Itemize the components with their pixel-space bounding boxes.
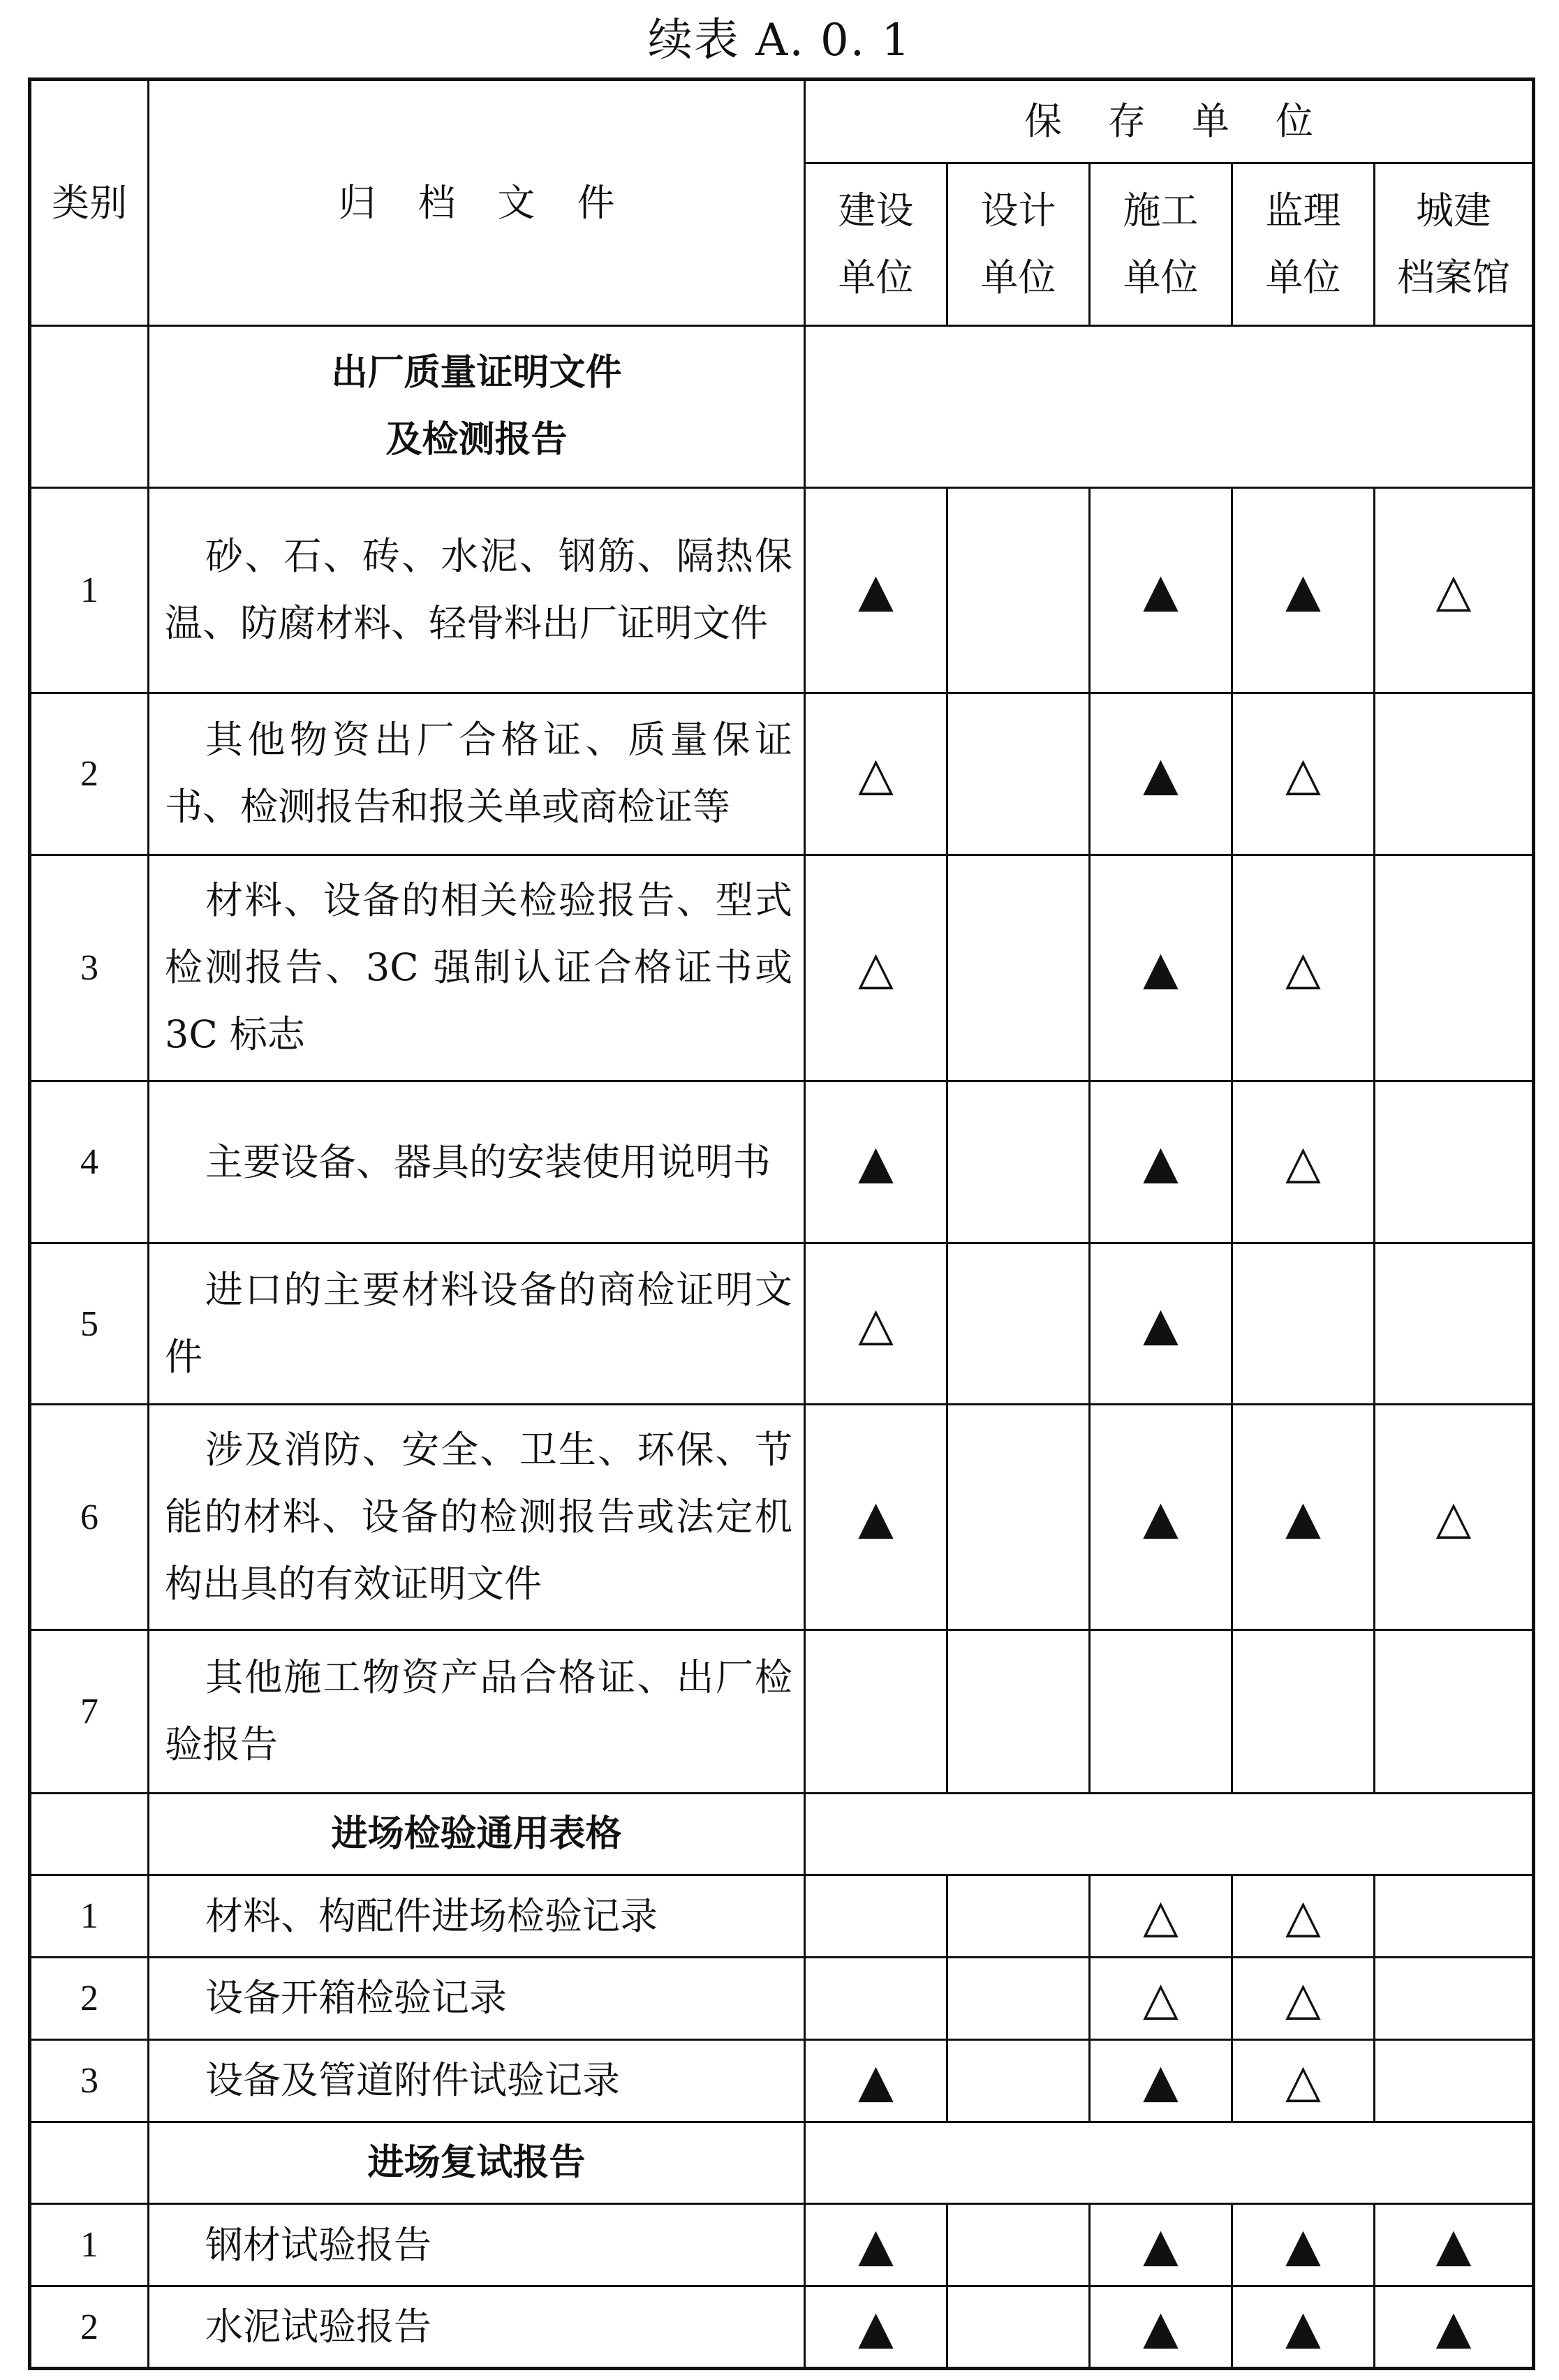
- filled-triangle-icon: ▲: [1375, 2286, 1534, 2369]
- header-unit-line: 设计: [980, 189, 1056, 233]
- row-number: 7: [30, 1630, 149, 1793]
- filled-triangle-icon: ▲: [1090, 1243, 1232, 1404]
- table-row: [30, 1958, 1534, 2040]
- empty-mark-cell: [1375, 693, 1534, 855]
- empty-mark-cell: [1375, 1875, 1534, 1958]
- hollow-triangle-icon: △: [805, 693, 947, 855]
- hollow-triangle-icon: △: [1232, 2039, 1375, 2122]
- filled-triangle-icon: ▲: [1232, 2204, 1375, 2286]
- row-number: 5: [30, 1243, 149, 1404]
- empty-mark-cell: [1375, 1081, 1534, 1243]
- filled-triangle-icon: ▲: [1090, 693, 1232, 855]
- empty-mark-cell: [1232, 1243, 1375, 1404]
- table-row: [30, 1875, 1534, 1958]
- section-title-line: 进场复试报告: [367, 2141, 586, 2184]
- header-unit: [1375, 163, 1534, 325]
- hollow-triangle-icon: △: [1375, 1405, 1534, 1630]
- section-title: [149, 1793, 805, 1875]
- filled-triangle-icon: ▲: [1375, 2204, 1534, 2286]
- section-title-line: 进场检验通用表格: [331, 1812, 622, 1855]
- filled-triangle-icon: ▲: [805, 487, 947, 693]
- row-number: 1: [30, 2204, 149, 2286]
- hollow-triangle-icon: △: [805, 1243, 947, 1404]
- filled-triangle-icon: ▲: [1090, 855, 1232, 1081]
- filled-triangle-icon: ▲: [1090, 2286, 1232, 2369]
- hollow-triangle-icon: △: [1232, 1958, 1375, 2040]
- empty-mark-cell: [947, 855, 1090, 1081]
- empty-mark-cell: [1375, 1243, 1534, 1404]
- document-name: 砂、石、砖、水泥、钢筋、隔热保温、防腐材料、轻骨料出厂证明文件: [149, 487, 805, 693]
- section-units-cell: [805, 326, 1534, 487]
- table-row: [30, 487, 1534, 693]
- empty-mark-cell: [805, 1875, 947, 1958]
- document-name: 设备开箱检验记录: [149, 1958, 805, 2040]
- section-title: [149, 2122, 805, 2204]
- empty-mark-cell: [947, 693, 1090, 855]
- filled-triangle-icon: ▲: [1090, 2204, 1232, 2286]
- document-name: 其他物资出厂合格证、质量保证书、检测报告和报关单或商检证等: [149, 693, 805, 855]
- page-title: 续表 A. 0. 1: [647, 15, 912, 66]
- header-unit-line: 监理: [1265, 189, 1341, 233]
- filled-triangle-icon: ▲: [1090, 1405, 1232, 1630]
- filled-triangle-icon: ▲: [1232, 1405, 1375, 1630]
- header-unit: [1232, 163, 1375, 325]
- row-number: 1: [30, 1875, 149, 1958]
- header-storage-units: 保存单位: [805, 80, 1534, 163]
- document-name: 其他施工物资产品合格证、出厂检验报告: [149, 1630, 805, 1793]
- empty-mark-cell: [947, 1243, 1090, 1404]
- empty-mark-cell: [805, 1958, 947, 2040]
- row-number: 6: [30, 1405, 149, 1630]
- header-documents: 归档文件: [149, 80, 805, 326]
- filled-triangle-icon: ▲: [805, 1081, 947, 1243]
- empty-mark-cell: [947, 487, 1090, 693]
- row-number: 3: [30, 2039, 149, 2122]
- row-number: 1: [30, 487, 149, 693]
- header-unit-line: 单位: [980, 256, 1056, 300]
- section-units-cell: [805, 1793, 1534, 1875]
- empty-mark-cell: [1375, 1630, 1534, 1793]
- filled-triangle-icon: ▲: [1090, 1081, 1232, 1243]
- filled-triangle-icon: ▲: [805, 2039, 947, 2122]
- header-unit: [1090, 163, 1232, 325]
- table-row: [30, 1630, 1534, 1793]
- table-row: [30, 2039, 1534, 2122]
- header-unit-line: 城建: [1416, 189, 1491, 233]
- section-title: [149, 326, 805, 487]
- document-name: 钢材试验报告: [149, 2204, 805, 2286]
- table-row: [30, 1243, 1534, 1404]
- empty-mark-cell: [1375, 855, 1534, 1081]
- hollow-triangle-icon: △: [805, 855, 947, 1081]
- table-row: [30, 855, 1534, 1081]
- hollow-triangle-icon: △: [1232, 1081, 1375, 1243]
- section-row: [30, 2122, 1534, 2204]
- filled-triangle-icon: ▲: [805, 1405, 947, 1630]
- empty-mark-cell: [947, 1875, 1090, 1958]
- empty-mark-cell: [947, 2286, 1090, 2369]
- filled-triangle-icon: ▲: [1232, 487, 1375, 693]
- section-category-cell: [30, 2122, 149, 2204]
- header-unit-line: 单位: [1265, 256, 1341, 300]
- filled-triangle-icon: ▲: [805, 2204, 947, 2286]
- header-unit-line: 档案馆: [1397, 256, 1510, 300]
- row-number: 2: [30, 1958, 149, 2040]
- header-unit: [947, 163, 1090, 325]
- row-number: 2: [30, 2286, 149, 2369]
- document-name: 水泥试验报告: [149, 2286, 805, 2369]
- section-category-cell: [30, 326, 149, 487]
- archive-table: [28, 77, 1535, 2370]
- section-row: [30, 326, 1534, 487]
- section-title-line: 及检测报告: [385, 419, 568, 461]
- table-row: [30, 693, 1534, 855]
- empty-mark-cell: [1375, 2039, 1534, 2122]
- hollow-triangle-icon: △: [1232, 855, 1375, 1081]
- empty-mark-cell: [947, 1081, 1090, 1243]
- document-name: 进口的主要材料设备的商检证明文件: [149, 1243, 805, 1404]
- row-number: 3: [30, 855, 149, 1081]
- table-row: [30, 1081, 1534, 1243]
- document-name: 主要设备、器具的安装使用说明书: [149, 1081, 805, 1243]
- document-name: 材料、构配件进场检验记录: [149, 1875, 805, 1958]
- empty-mark-cell: [1375, 1958, 1534, 2040]
- header-unit-line: 施工: [1123, 189, 1199, 233]
- empty-mark-cell: [1232, 1630, 1375, 1793]
- hollow-triangle-icon: △: [1375, 487, 1534, 693]
- table-row: [30, 2286, 1534, 2369]
- row-number: 4: [30, 1081, 149, 1243]
- table-row: [30, 2204, 1534, 2286]
- hollow-triangle-icon: △: [1232, 693, 1375, 855]
- empty-mark-cell: [805, 1630, 947, 1793]
- section-units-cell: [805, 2122, 1534, 2204]
- empty-mark-cell: [947, 2204, 1090, 2286]
- filled-triangle-icon: ▲: [1090, 2039, 1232, 2122]
- filled-triangle-icon: ▲: [1232, 2286, 1375, 2369]
- header-unit-line: 建设: [838, 189, 914, 233]
- hollow-triangle-icon: △: [1090, 1958, 1232, 2040]
- section-category-cell: [30, 1793, 149, 1875]
- header-unit: [805, 163, 947, 325]
- section-title-line: 出厂质量证明文件: [331, 352, 622, 394]
- header-unit-line: 单位: [838, 256, 914, 300]
- document-name: 涉及消防、安全、卫生、环保、节能的材料、设备的检测报告或法定机构出具的有效证明文件: [149, 1405, 805, 1630]
- hollow-triangle-icon: △: [1232, 1875, 1375, 1958]
- row-number: 2: [30, 693, 149, 855]
- empty-mark-cell: [947, 2039, 1090, 2122]
- empty-mark-cell: [947, 1405, 1090, 1630]
- empty-mark-cell: [947, 1630, 1090, 1793]
- table-row: [30, 1405, 1534, 1630]
- header-category: 类别: [30, 80, 149, 326]
- header-row-top: [30, 80, 1534, 163]
- table-body: [30, 80, 1534, 2369]
- header-unit-line: 单位: [1123, 256, 1199, 300]
- empty-mark-cell: [947, 1958, 1090, 2040]
- section-row: [30, 1793, 1534, 1875]
- hollow-triangle-icon: △: [1090, 1875, 1232, 1958]
- empty-mark-cell: [1090, 1630, 1232, 1793]
- document-name: 材料、设备的相关检验报告、型式检测报告、3C 强制认证合格证书或 3C 标志: [149, 855, 805, 1081]
- document-name: 设备及管道附件试验记录: [149, 2039, 805, 2122]
- filled-triangle-icon: ▲: [1090, 487, 1232, 693]
- filled-triangle-icon: ▲: [805, 2286, 947, 2369]
